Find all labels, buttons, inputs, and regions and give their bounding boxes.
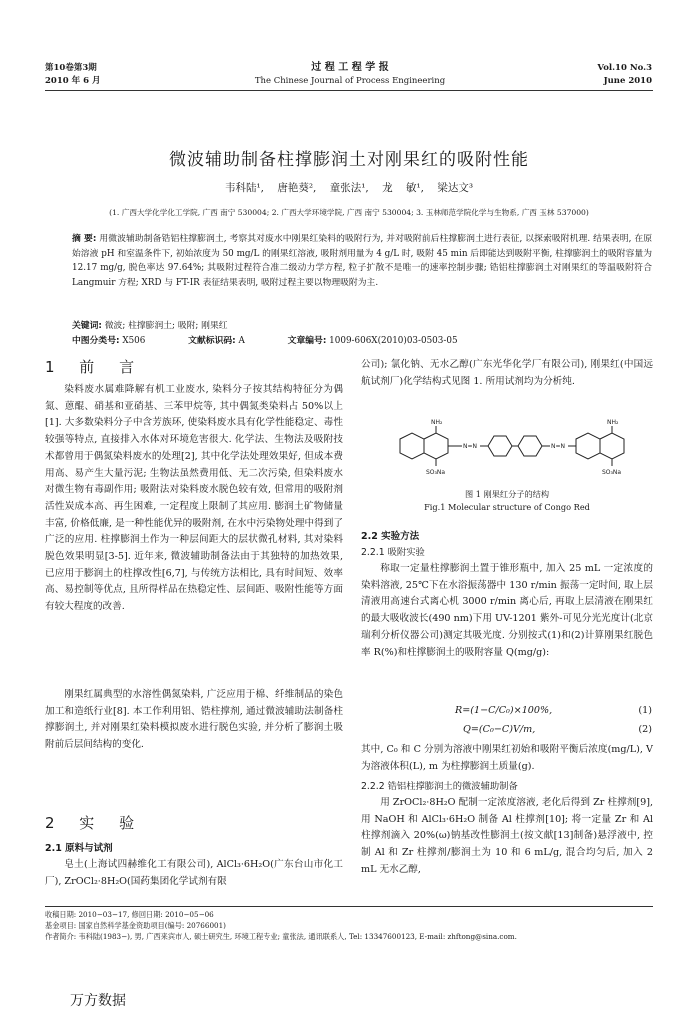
so3na-label-right: SO₃Na [602,469,622,476]
keywords-text: 微波; 柱撑膨润土; 吸附; 刚果红 [104,321,228,331]
footnote-rule [45,906,653,907]
article-no-value: 1009-606X(2010)03-0503-05 [329,336,458,346]
azo-label-left: N=N [463,443,478,450]
so3na-label-left: SO₃Na [426,469,446,476]
section-2-2-1-heading: 2.2.1 吸附实验 [361,547,425,558]
section-2-1-heading: 2.1 原料与试剂 [45,843,113,854]
section-1-heading: 1 前 言 [45,358,145,376]
header-rule [45,90,653,91]
header-volume: Vol.10 No.3 [597,63,652,73]
clc-label: 中图分类号: [72,336,120,346]
figure-1-caption-en: Fig.1 Molecular structure of Congo Red [424,502,590,512]
header-date: 2010 年 6 月 [45,76,101,86]
header-journal-en: The Chinese Journal of Process Engineering [254,76,446,86]
section-1-paragraph-2: 刚果红属典型的水溶性偶氮染料, 广泛应用于棉、纤维制品的染色加工和造纸行业[8]. 本工作利用铝、锆柱撑剂, 通过微波辅助法制备柱撑膨润土, 并对刚果红染料模拟废水进行脱色实验, 并分析了膨润土吸附前后层间结构的变化. [45,689,343,751]
footnote-received: 收稿日期: 2010−03−17, 修回日期: 2010−05−06 [45,910,214,919]
footnote-author: 作者简介: 韦科陆(1983−), 男, 广西来宾市人, 硕士研究生, 环境工程专业; 童张法, 通讯联系人, Tel: 13347600123, E-mail: zhftong@sina.com. [45,932,517,941]
doc-code-label: 文献标识码: [188,336,236,346]
equation-1: R=(1−C/C₀)×100%, [455,705,553,716]
wanfang-watermark: 万方数据 [70,993,126,1009]
doc-code-value: A [238,336,245,346]
header-month: June 2010 [603,76,652,86]
keywords-label: 关键词: [72,321,102,331]
author-list: 韦科陆¹, 唐艳葵², 童张法¹, 龙 敏¹, 梁达文³ [224,182,474,194]
keywords [72,319,228,333]
section-2-2-2-paragraph: 用 ZrOCl₂·8H₂O 配制一定浓度溶液, 老化后得到 Zr 柱撑剂[9], 用 NaOH 和 AlCl₃·6H₂O 制备 Al 柱撑剂[10]; 将一定量 Zr 和 Al 柱撑剂滴入 20%(ω)钠基改性膨润土(按文献[13]制备)悬浮液中, 控制 Al 和 Zr 柱撑剂/膨润土为 10 和 6 mL/g, 混合均匀后, 加入 2 mL 无水乙醇, [361,797,653,875]
abstract [72,232,652,290]
section-2-heading: 2 实 验 [45,814,145,832]
section-2-2-1-paragraph-2: 其中, C₀ 和 C 分别为溶液中刚果红初始和吸附平衡后浓度(mg/L), V 为溶液体积(L), m 为柱撑膨润土质量(g). [361,744,653,772]
article-no-label: 文章编号: [287,336,327,346]
article-title: 微波辅助制备柱撑膨润土对刚果红的吸附性能 [169,150,529,170]
equation-2-number: (2) [638,724,652,735]
figure-1-caption-cn: 图 1 刚果红分子的结构 [464,489,550,499]
abstract-text: 用微波辅助制备锆铝柱撑膨润土, 考察其对废水中刚果红染料的吸附行为, 并对吸附前后柱撑膨润土进行表征, 以探索吸附机理. 结果表明, 在原始溶液 pH 和室温条件下, 初始浓度为 50 mg/L 的刚果红溶液, 吸附剂用量为 4 g/L 时, 吸附 45 min 后即能达到吸附平衡, 柱撑膨润土的吸附容量为 12.17 mg/g, 脱色率达 97.64%; 其吸附过程符合准二级动力学方程, 粒子扩散不是唯一的速率控制步骤; 锆铝柱撑膨润土对刚果红的等温吸附符合 Langmuir 方程; XRD 与 FT-IR 表征结果表明, 吸附过程主要以物理吸附为主. [72,234,652,288]
section-2-2-heading: 2.2 实验方法 [361,531,420,542]
abstract-label: 摘 要: [72,234,97,244]
section-2-2-1-paragraph-1: 称取一定量柱撑膨润土置于锥形瓶中, 加入 25 mL 一定浓度的染料溶液, 25℃下在水浴振荡器中 130 r/min 振荡一定时间, 取上层清液用高速台式离心机 3000 r/min 离心后, 再取上层清液在刚果红的最大吸收波长(490 nm)下用 UV-1201 紫外-可见分光光度计(北京瑞利分析仪器公司)测定其吸光度. 分别按式(1)和(2)计算刚果红脱色率 R(%)和柱撑膨润土的吸附容量 Q(mg/g): [361,563,653,658]
azo-label-right: N=N [551,443,566,450]
classification-line [72,334,458,348]
section-2-2-2-heading: 2.2.2 锆铝柱撑膨润土的微波辅助制备 [361,781,518,792]
congo-red-structure-figure [380,415,640,485]
footnote-fund: 基金项目: 国家自然科学基金资助项目(编号: 20766001) [45,921,226,930]
clc-value: X506 [122,336,146,346]
nh2-label-left: NH₂ [431,419,443,426]
nh2-label-right: NH₂ [607,419,619,426]
equation-1-number: (1) [638,705,652,716]
affiliations: (1. 广西大学化学化工学院, 广西 南宁 530004; 2. 广西大学环境学院, 广西 南宁 530004; 3. 玉林师范学院化学与生物系, 广西 玉林 537000) [109,208,589,217]
section-2-1-paragraph: 皂土(上海试四赫维化工有限公司), AlCl₃·6H₂O(广东台山市化工厂), ZrOCl₂·8H₂O(国药集团化学试剂有限 [45,859,343,887]
header-journal-cn: 过 程 工 程 学 报 [311,62,389,73]
header-issue: 第10卷第3期 [45,63,97,73]
section-2-1-continued: 公司); 氯化钠、无水乙醇(广东光华化学厂有限公司), 刚果红(中国远航试剂厂)化学结构式见图 1. 所用试剂均为分析纯. [361,359,653,387]
section-1-paragraph-1: 染料废水属难降解有机工业废水, 染料分子按其结构特征分为偶氮、蒽醌、硝基和亚硝基、三苯甲烷等, 其中偶氮类染料占 50%以上[1]. 大多数染料分子中含芳族环, 使染料废水具有化学性能稳定、毒性较强等特点, 直接排入水体对环境危害很大. 化学法、生物法及吸附技术都曾用于偶氮染料废水的处理[2], 其中化学法处理效果好, 但成本费用高、易产生大量污泥; 生物法虽然费用低、无二次污染, 但染料废水对微生物有毒副作用; 吸附法对染料废水脱色较有效, 但常用的吸附剂活性炭成本高、再生困难, 一定程度上限制了其应用. 膨润土矿物储量丰富, 价格低廉, 是一种性能优异的吸附剂, 在水中污染物处理中得到了广泛的应用. 柱撑膨润土作为一种层间距大的层状微孔材料, 其对染料脱色效果明显[3-5]. 近年来, 微波辅助制备法由于其独特的加热效果, 已应用于膨润土的柱撑改性[6,7], 与传统方法相比, 具有时间短、效率高、易控制等优点, 且所得样品在热稳定性、层间距、吸附性能等方面有较大程度的改善. [45,384,343,613]
equation-2: Q=(C₀−C)V/m, [463,724,536,735]
